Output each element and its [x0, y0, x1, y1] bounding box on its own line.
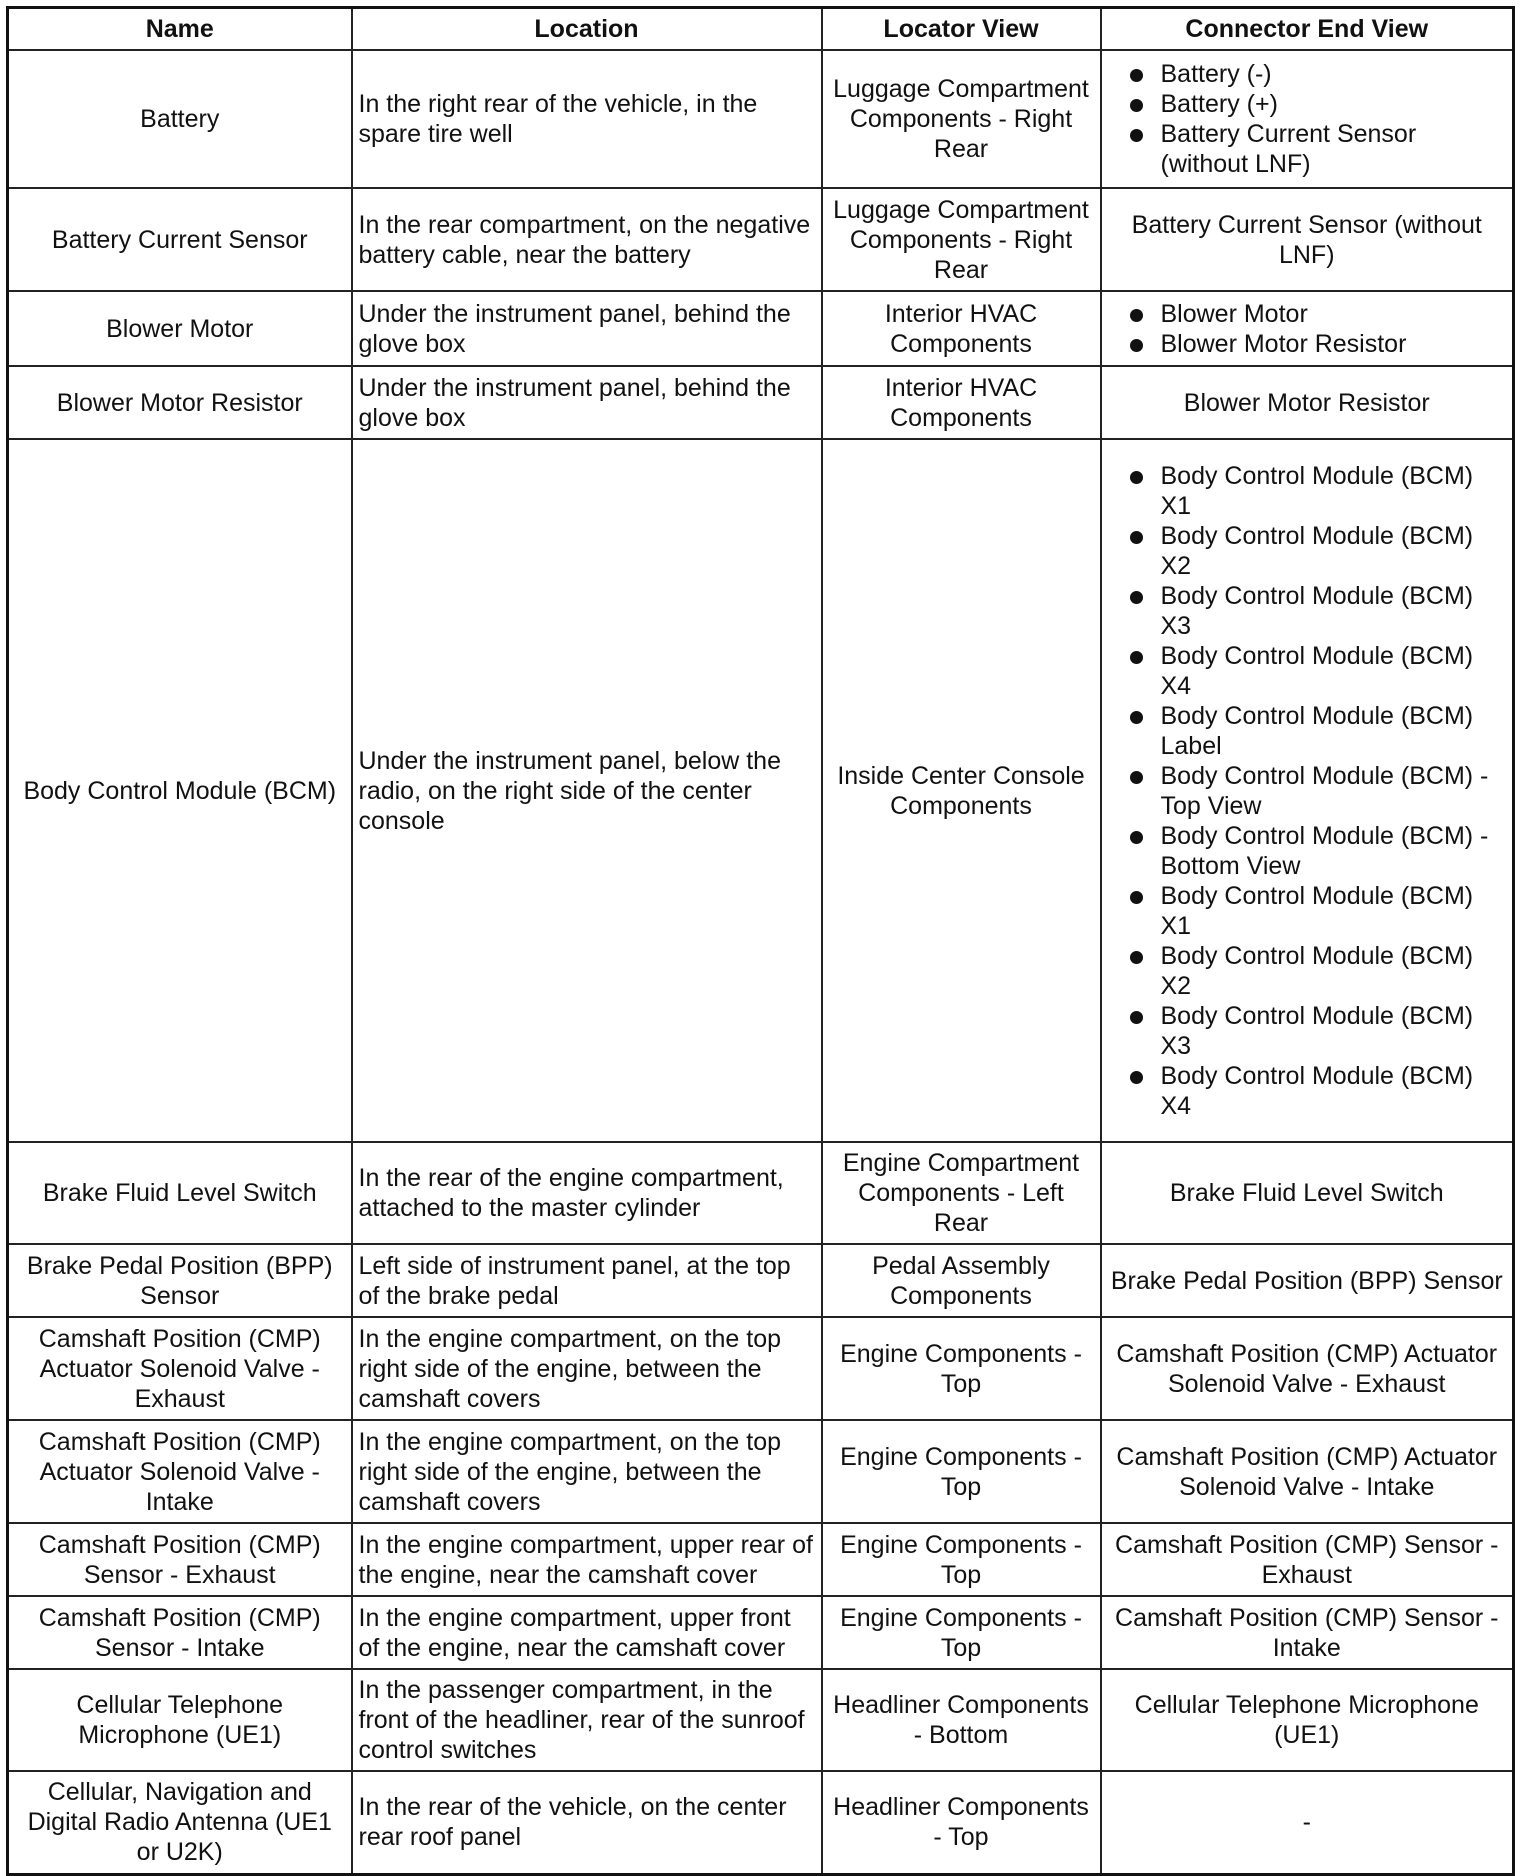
locator-view-link[interactable]: Pedal Assembly Components	[872, 1251, 1050, 1310]
cell-location: In the right rear of the vehicle, in the spare tire well	[352, 50, 822, 188]
cell-locator-view[interactable]	[822, 439, 1101, 1142]
cell-locator-view[interactable]	[822, 1596, 1101, 1669]
locator-view-link[interactable]: Interior HVAC Components	[884, 373, 1038, 432]
table-row	[8, 439, 1514, 1142]
cell-locator-view[interactable]	[822, 1523, 1101, 1596]
connector-list-item[interactable]: Body Control Module (BCM) - Bottom View	[1126, 821, 1507, 881]
cell-connector	[1101, 439, 1514, 1142]
cell-connector[interactable]	[1101, 188, 1514, 291]
cell-locator-view[interactable]	[822, 50, 1101, 188]
connector-list-item[interactable]: Body Control Module (BCM) X2	[1126, 521, 1507, 581]
connector-list-item[interactable]: Body Control Module (BCM) X3	[1126, 581, 1507, 641]
cell-locator-view[interactable]	[822, 1244, 1101, 1317]
cell-name: Brake Pedal Position (BPP) Sensor	[8, 1244, 352, 1317]
component-locator-table-container	[6, 6, 1512, 1876]
cell-location: In the engine compartment, upper front of the engine, near the camshaft cover	[352, 1596, 822, 1669]
cell-connector[interactable]	[1101, 1317, 1514, 1420]
connector-list-item[interactable]: Body Control Module (BCM) X1	[1126, 881, 1507, 941]
cell-connector	[1101, 50, 1514, 188]
cell-locator-view[interactable]	[822, 366, 1101, 439]
connector-link[interactable]: Cellular Telephone Microphone (UE1)	[1134, 1691, 1479, 1749]
cell-locator-view[interactable]	[822, 1142, 1101, 1244]
connector-link[interactable]: Camshaft Position (CMP) Sensor - Exhaust	[1115, 1530, 1499, 1589]
cell-name: Blower Motor	[8, 291, 352, 366]
connector-list	[1108, 299, 1507, 359]
cell-connector[interactable]	[1101, 1596, 1514, 1669]
table-row	[8, 1244, 1514, 1317]
header-locator-view: Locator View	[822, 8, 1101, 51]
locator-view-link[interactable]: Inside Center Console Components	[837, 761, 1085, 820]
cell-location: Left side of instrument panel, at the top of the brake pedal	[352, 1244, 822, 1317]
connector-list-item[interactable]: Body Control Module (BCM) Label	[1126, 701, 1507, 761]
cell-locator-view[interactable]	[822, 1771, 1101, 1874]
cell-name: Cellular Telephone Microphone (UE1)	[8, 1669, 352, 1771]
locator-view-link[interactable]: Engine Components - Top	[840, 1339, 1082, 1398]
cell-connector	[1101, 1771, 1514, 1874]
connector-list	[1108, 59, 1507, 179]
connector-none: -	[1302, 1808, 1311, 1837]
connector-link[interactable]: Battery Current Sensor (without LNF)	[1131, 210, 1482, 269]
cell-connector[interactable]	[1101, 1523, 1514, 1596]
table-row	[8, 1142, 1514, 1244]
header-location: Location	[352, 8, 822, 51]
cell-name: Brake Fluid Level Switch	[8, 1142, 352, 1244]
header-row	[8, 8, 1514, 51]
cell-name: Cellular, Navigation and Digital Radio Antenna (UE1 or U2K)	[8, 1771, 352, 1874]
cell-location: In the engine compartment, on the top right side of the engine, between the camshaft covers	[352, 1420, 822, 1523]
cell-name: Blower Motor Resistor	[8, 366, 352, 439]
cell-connector[interactable]	[1101, 366, 1514, 439]
connector-list-item[interactable]: Battery (+)	[1126, 89, 1507, 119]
connector-list-item[interactable]: Body Control Module (BCM) X2	[1126, 941, 1507, 1001]
cell-locator-view[interactable]	[822, 1420, 1101, 1523]
cell-name: Camshaft Position (CMP) Actuator Solenoid Valve - Intake	[8, 1420, 352, 1523]
connector-list-item[interactable]: Blower Motor Resistor	[1126, 329, 1507, 359]
cell-locator-view[interactable]	[822, 1669, 1101, 1771]
locator-view-link[interactable]: Headliner Components - Top	[833, 1793, 1089, 1852]
cell-location: In the engine compartment, on the top right side of the engine, between the camshaft covers	[352, 1317, 822, 1420]
table-row	[8, 1420, 1514, 1523]
component-locator-table	[6, 6, 1515, 1876]
locator-view-link[interactable]: Engine Compartment Components - Left Rear	[842, 1149, 1080, 1237]
connector-link[interactable]: Blower Motor Resistor	[1183, 388, 1430, 417]
cell-connector[interactable]	[1101, 1420, 1514, 1523]
table-row	[8, 188, 1514, 291]
cell-location: In the engine compartment, upper rear of the engine, near the camshaft cover	[352, 1523, 822, 1596]
cell-location: Under the instrument panel, behind the glove box	[352, 366, 822, 439]
cell-location: Under the instrument panel, below the radio, on the right side of the center console	[352, 439, 822, 1142]
cell-location: Under the instrument panel, behind the glove box	[352, 291, 822, 366]
connector-list-item[interactable]: Body Control Module (BCM) X4	[1126, 1061, 1507, 1121]
header-name: Name	[8, 8, 352, 51]
cell-location: In the passenger compartment, in the front of the headliner, rear of the sunroof control switches	[352, 1669, 822, 1771]
cell-connector[interactable]	[1101, 1669, 1514, 1771]
locator-view-link[interactable]: Engine Components - Top	[840, 1603, 1082, 1662]
table-row	[8, 1771, 1514, 1874]
locator-view-link[interactable]: Luggage Compartment Components - Right Rear	[833, 195, 1089, 284]
table-row	[8, 1596, 1514, 1669]
connector-list-item[interactable]: Body Control Module (BCM) - Top View	[1126, 761, 1507, 821]
cell-name: Camshaft Position (CMP) Sensor - Intake	[8, 1596, 352, 1669]
cell-name: Battery Current Sensor	[8, 188, 352, 291]
header-connector-end-view: Connector End View	[1101, 8, 1514, 51]
connector-list	[1108, 461, 1507, 1121]
connector-link[interactable]: Camshaft Position (CMP) Sensor - Intake	[1115, 1603, 1499, 1662]
cell-connector[interactable]	[1101, 1244, 1514, 1317]
connector-link[interactable]: Brake Pedal Position (BPP) Sensor	[1110, 1266, 1503, 1295]
locator-view-link[interactable]: Engine Components - Top	[840, 1530, 1082, 1589]
connector-list-item[interactable]: Body Control Module (BCM) X4	[1126, 641, 1507, 701]
table-row	[8, 1523, 1514, 1596]
connector-list-item[interactable]: Body Control Module (BCM) X3	[1126, 1001, 1507, 1061]
table-row	[8, 291, 1514, 366]
cell-locator-view[interactable]	[822, 1317, 1101, 1420]
connector-link[interactable]: Camshaft Position (CMP) Actuator Solenoid Valve - Intake	[1116, 1442, 1498, 1501]
cell-location: In the rear of the engine compartment, attached to the master cylinder	[352, 1142, 822, 1244]
connector-list-item[interactable]: Battery (-)	[1126, 59, 1507, 89]
cell-locator-view[interactable]	[822, 291, 1101, 366]
locator-view-link[interactable]: Interior HVAC Components	[884, 299, 1038, 358]
cell-locator-view[interactable]	[822, 188, 1101, 291]
cell-name: Camshaft Position (CMP) Sensor - Exhaust	[8, 1523, 352, 1596]
locator-view-link[interactable]: Luggage Compartment Components - Right Rear	[833, 75, 1089, 163]
cell-name: Camshaft Position (CMP) Actuator Solenoid Valve - Exhaust	[8, 1317, 352, 1420]
cell-connector[interactable]	[1101, 1142, 1514, 1244]
cell-name: Body Control Module (BCM)	[8, 439, 352, 1142]
connector-list-item[interactable]: Blower Motor	[1126, 299, 1507, 329]
cell-name: Battery	[8, 50, 352, 188]
table-row	[8, 1669, 1514, 1771]
cell-location: In the rear of the vehicle, on the center rear roof panel	[352, 1771, 822, 1874]
connector-list-item[interactable]: Body Control Module (BCM) X1	[1126, 461, 1507, 521]
cell-connector	[1101, 291, 1514, 366]
cell-location: In the rear compartment, on the negative battery cable, near the battery	[352, 188, 822, 291]
table-row	[8, 50, 1514, 188]
table-row	[8, 366, 1514, 439]
locator-view-link[interactable]: Headliner Components - Bottom	[833, 1691, 1089, 1749]
locator-view-link[interactable]: Engine Components - Top	[840, 1442, 1082, 1501]
connector-list-item[interactable]: Battery Current Sensor (without LNF)	[1126, 119, 1507, 179]
table-row	[8, 1317, 1514, 1420]
connector-link[interactable]: Camshaft Position (CMP) Actuator Solenoid Valve - Exhaust	[1116, 1339, 1498, 1398]
connector-link[interactable]: Brake Fluid Level Switch	[1169, 1179, 1444, 1207]
